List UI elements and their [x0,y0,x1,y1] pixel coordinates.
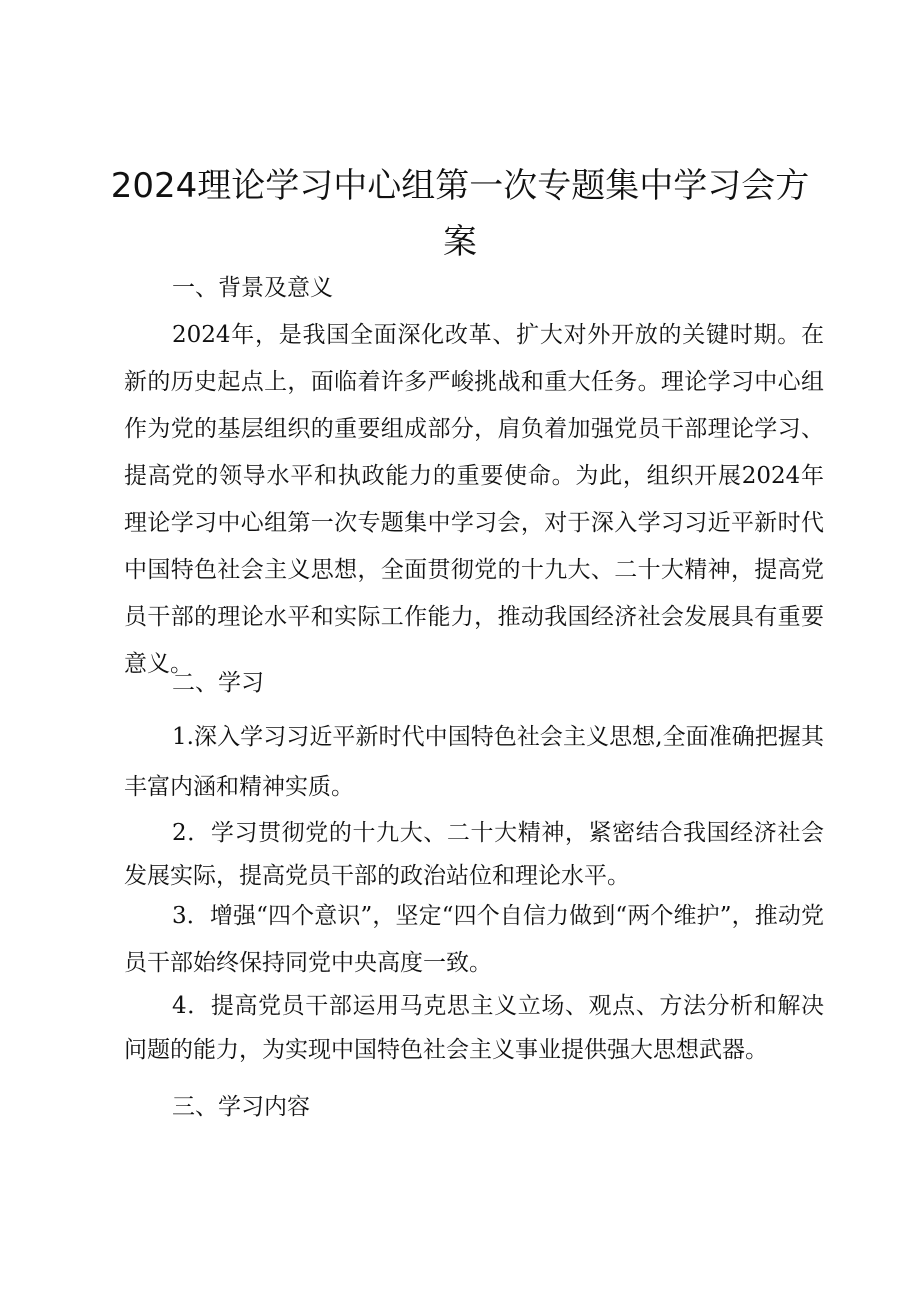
section-heading-content: 三、学习内容 [172,1094,310,1120]
section-heading-study: 二、学习 [172,670,264,696]
study-item-2: 2．学习贯彻党的十九大、二十大精神，紧密结合我国经济社会发展实际，提高党员干部的政治站位和理论水平。 [124,820,824,889]
study-item-4: 4．提高党员干部运用马克思主义立场、观点、方法分析和解决问题的能力，为实现中国特色社会主义事业提供强大思想武器。 [124,993,824,1063]
background-paragraph: 2024年，是我国全面深化改革、扩大对外开放的关键时期。在新的历史起点上，面临着许多严峻挑战和重大任务。理论学习中心组作为党的基层组织的重要组成部分，肩负着加强党员干部理论学习、提高党的领导水平和执政能力的重要使命。为此，组织开展2024年理论学习中心组第一次专题集中学习会，对于深入学习习近平新时代中国特色社会主义思想，全面贯彻党的十九大、二十大精神，提高党员干部的理论水平和实际工作能力，推动我国经济社会发展具有重要意义。 [124,322,824,677]
document-title: 2024理论学习中心组第一次专题集中学习会方案 [110,166,810,262]
section-heading-background: 一、背景及意义 [172,275,333,301]
study-item-1: 1.深入学习习近平新时代中国特色社会主义思想,全面准确把握其丰富内涵和精神实质。 [124,724,824,800]
study-item-3: 3．增强“四个意识”，坚定“四个自信力做到“两个维护”，推动党员干部始终保持同党中央高度一致。 [124,903,824,976]
